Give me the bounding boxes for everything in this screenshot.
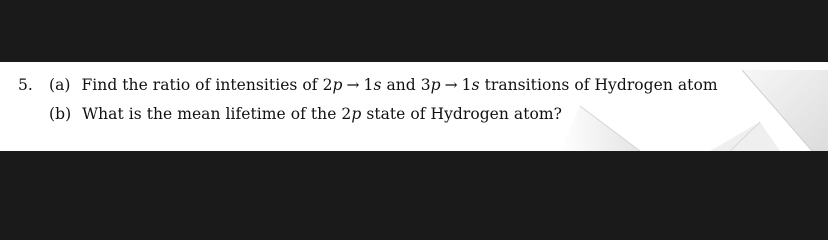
part-b-label: (b)	[49, 105, 72, 123]
state-1s-second: 1s	[461, 76, 480, 94]
state-2p-b: 2p	[341, 105, 362, 123]
question-strip	[0, 62, 828, 151]
corner-fold-bottom	[560, 106, 640, 151]
state-1s: 1s	[363, 76, 382, 94]
part-a-text-3: transitions of Hydrogen atom	[484, 76, 718, 94]
part-a-text-2: and	[386, 76, 416, 94]
part-b-text-2: state of Hydrogen atom?	[366, 105, 562, 123]
part-b-text-1: What is the mean lifetime of the	[82, 105, 337, 123]
state-2p: 2p	[322, 76, 343, 94]
part-a-text-1: Find the ratio of intensities of	[81, 76, 318, 94]
arrow-icon: →	[444, 76, 458, 94]
state-3p: 3p	[420, 76, 441, 94]
arrow-icon: →	[346, 76, 360, 94]
question-part-b	[49, 105, 562, 123]
question-part-a	[18, 76, 718, 94]
question-number: 5.	[18, 76, 33, 94]
part-a-label: (a)	[49, 76, 71, 94]
